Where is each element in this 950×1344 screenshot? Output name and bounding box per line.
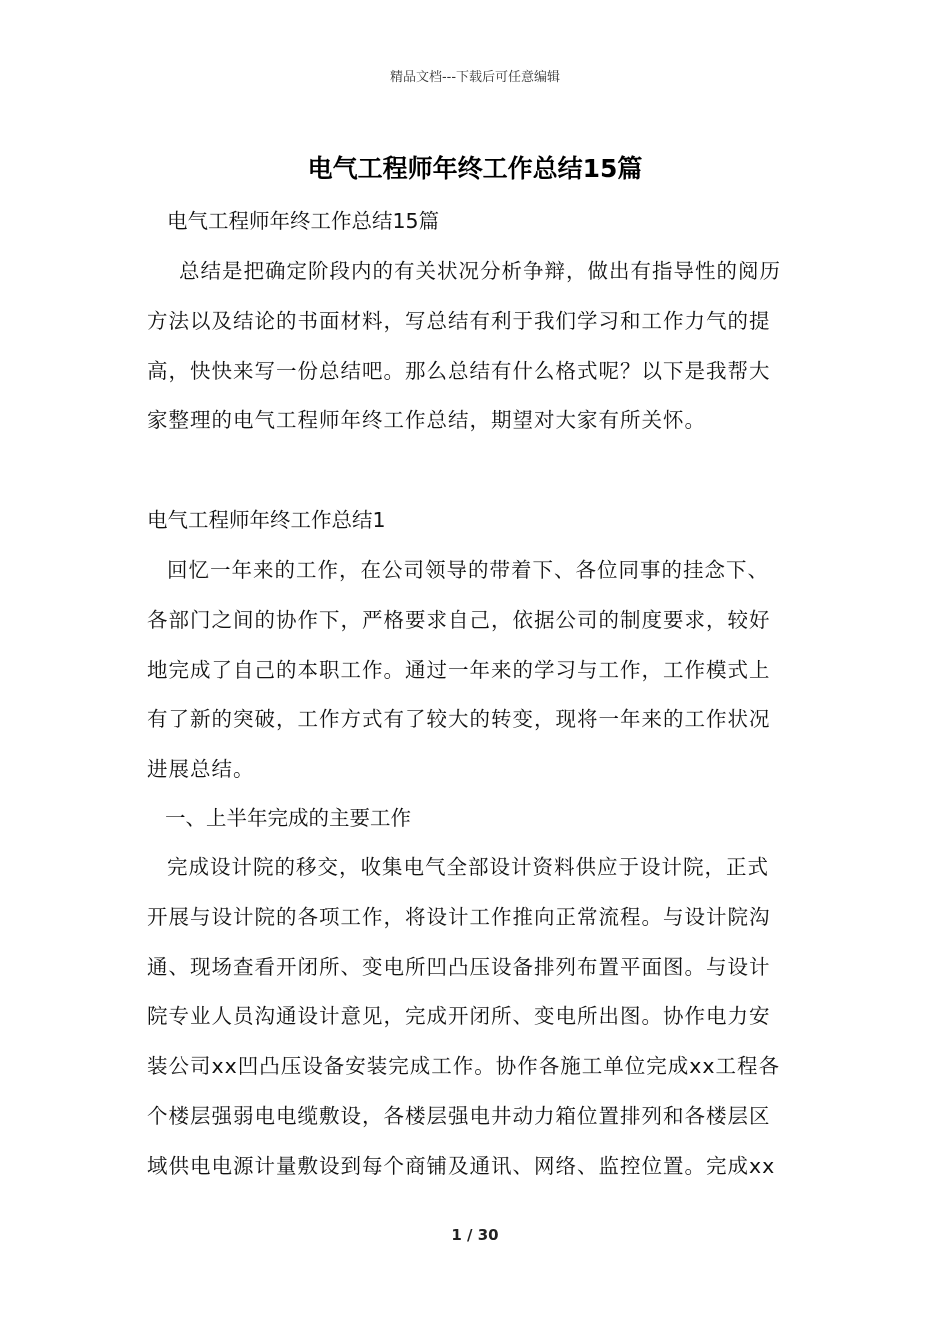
paragraph-2	[147, 843, 812, 1192]
paragraph-line: 院专业人员沟通设计意见，完成开闭所、变电所出图。协作电力安	[147, 1004, 771, 1029]
paragraph-line: 装公司xx凹凸压设备安装完成工作。协作各施工单位完成xx工程各	[147, 1054, 781, 1079]
intro-line: 总结是把确定阶段内的有关状况分析争辩，做出有指导性的阅历	[179, 259, 781, 283]
page-number: 1 / 30	[451, 1226, 499, 1244]
page-header: 精品文档---下载后可任意编辑	[389, 70, 561, 85]
paragraph-line: 地完成了自己的本职工作。通过一年来的学习与工作，工作模式上	[147, 657, 771, 682]
section1-paragraph	[147, 546, 812, 795]
document-subtitle: 电气工程师年终工作总结15篇	[167, 209, 440, 233]
section-heading: 电气工程师年终工作总结1	[147, 508, 386, 532]
subheading: 一、上半年完成的主要工作	[165, 806, 411, 830]
paragraph-line: 域供电电源计量敷设到每个商铺及通讯、网络、监控位置。完成xx	[147, 1153, 776, 1178]
paragraph-line: 进展总结。	[147, 757, 255, 782]
paragraph-line: 通、现场查看开闭所、变电所凹凸压设备排列布置平面图。与设计	[147, 954, 771, 979]
paragraph-line: 各部门之间的协作下，严格要求自己，依据公司的制度要求，较好	[147, 607, 771, 632]
intro-paragraph	[147, 247, 812, 446]
intro-line: 高，快快来写一份总结吧。那么总结有什么格式呢？以下是我帮大	[147, 358, 771, 383]
paragraph-line: 开展与设计院的各项工作，将设计工作推向正常流程。与设计院沟	[147, 904, 771, 929]
paragraph-line: 回忆一年来的工作，在公司领导的带着下、各位同事的挂念下、	[167, 558, 769, 582]
document-title: 电气工程师年终工作总结15篇	[307, 154, 643, 183]
paragraph-line: 个楼层强弱电电缆敷设，各楼层强电井动力箱位置排列和各楼层区	[147, 1103, 771, 1128]
paragraph-line: 有了新的突破，工作方式有了较大的转变，现将一年来的工作状况	[147, 707, 771, 732]
paragraph-line: 完成设计院的移交，收集电气全部设计资料供应于设计院，正式	[167, 855, 769, 879]
intro-line: 家整理的电气工程师年终工作总结，期望对大家有所关怀。	[147, 408, 706, 433]
intro-line: 方法以及结论的书面材料，写总结有利于我们学习和工作力气的提	[147, 308, 771, 333]
